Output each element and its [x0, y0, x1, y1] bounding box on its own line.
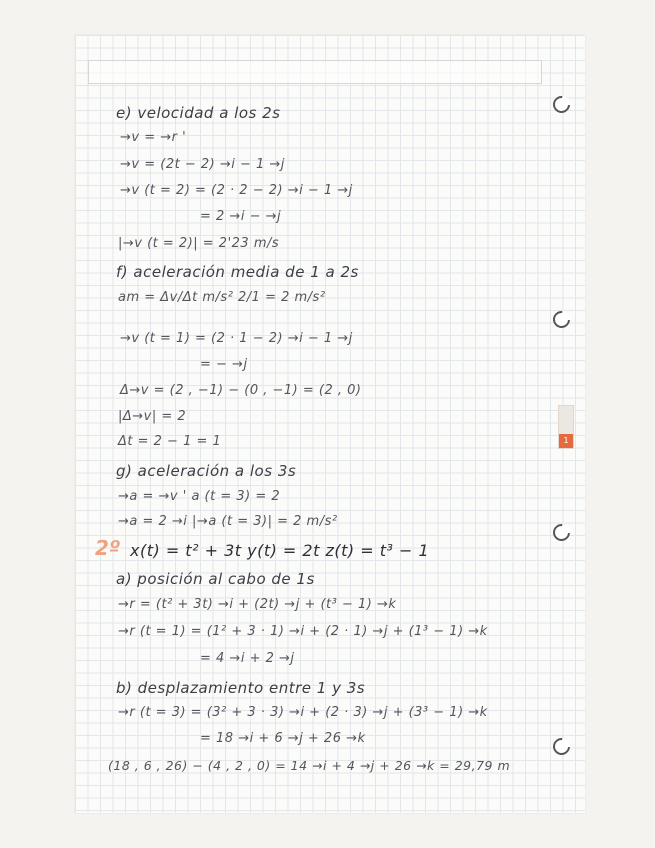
equation-line: Δ→v = (2 , −1) − (0 , −1) = (2 , 0) — [120, 383, 362, 398]
heading-avg-acceleration: f) aceleración media de 1 a 2s — [116, 263, 359, 281]
equation-line: →a = →v ' a (t = 3) = 2 — [118, 489, 281, 504]
equation-line: am = Δv/Δt m/s² 2/1 = 2 m/s² — [118, 290, 326, 305]
tab-marker-label: 1 — [559, 434, 573, 448]
equation-line: →v = (2t − 2) →i − 1 →j — [120, 157, 285, 172]
equation-line: = 4 →i + 2 →j — [200, 651, 295, 666]
equation-line: →v (t = 1) = (2 · 1 − 2) →i − 1 →j — [120, 331, 353, 346]
equation-line: |→v (t = 2)| = 2'23 m/s — [118, 236, 280, 251]
equation-line: →v = →r ' — [120, 130, 187, 145]
equation-line: →r = (t² + 3t) →i + (2t) →j + (t³ − 1) →k — [118, 597, 397, 612]
equation-line: →v (t = 2) = (2 · 2 − 2) →i − 1 →j — [120, 183, 353, 198]
equation-line: |Δ→v| = 2 — [118, 409, 187, 424]
equation-line: →r (t = 1) = (1² + 3 · 1) →i + (2 · 1) →j + (1³ − 1) →k — [118, 624, 488, 639]
equation-line: →r (t = 3) = (3² + 3 · 3) →i + (2 · 3) →j + (3³ − 1) →k — [118, 705, 488, 720]
page-tab-marker — [558, 405, 574, 449]
heading-acceleration: g) aceleración a los 3s — [116, 462, 297, 480]
equation-line: = − →j — [200, 357, 248, 372]
equation-line: = 18 →i + 6 →j + 26 →k — [200, 731, 366, 746]
header-band — [88, 60, 542, 84]
equation-line: →a = 2 →i |→a (t = 3)| = 2 m/s² — [118, 514, 338, 529]
equation-line: = 2 →i − →j — [200, 209, 282, 224]
heading-position: a) posición al cabo de 1s — [116, 570, 315, 588]
parametric-equations: x(t) = t² + 3t y(t) = 2t z(t) = t³ − 1 — [130, 541, 430, 560]
equation-line: Δt = 2 − 1 = 1 — [118, 434, 222, 449]
heading-velocity: e) velocidad a los 2s — [116, 104, 281, 122]
heading-displacement: b) desplazamiento entre 1 y 3s — [116, 679, 366, 697]
equation-line: (18 , 6 , 26) − (4 , 2 , 0) = 14 →i + 4 →j + 26 →k = 29,79 m — [108, 758, 511, 773]
problem-number: 2º — [95, 536, 121, 560]
